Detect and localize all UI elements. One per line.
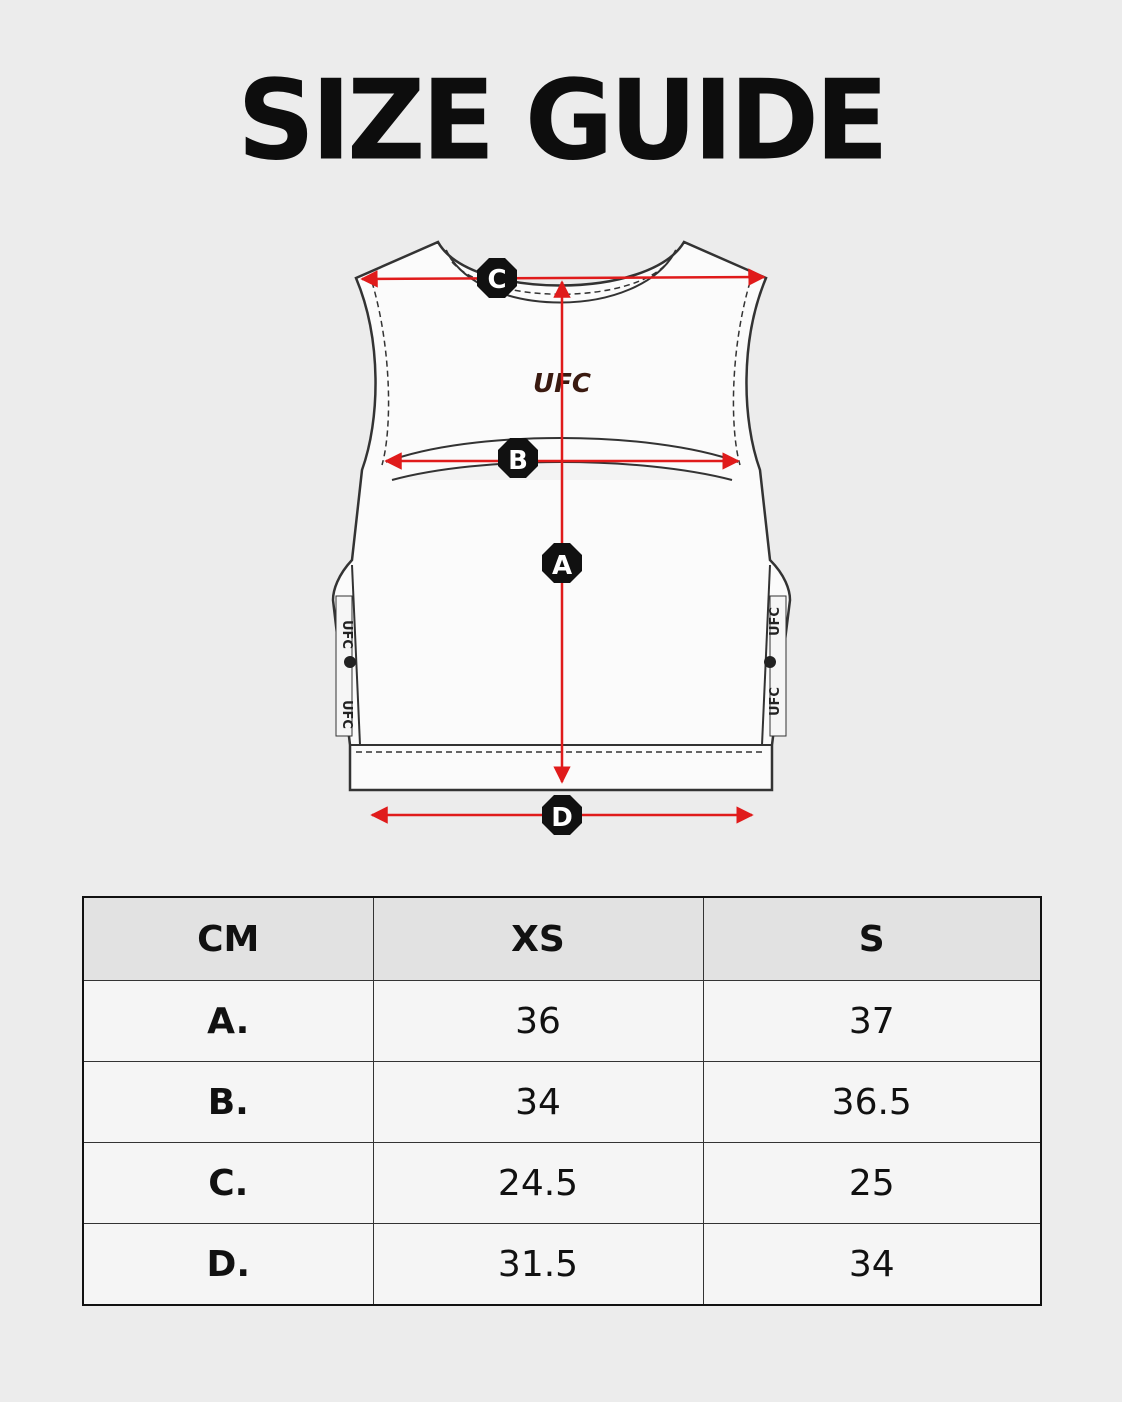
- marker-b: [498, 438, 538, 478]
- page-title: SIZE GUIDE: [237, 57, 885, 186]
- cell-xs: 36: [373, 981, 703, 1062]
- table-row: [83, 1224, 1041, 1306]
- svg-text:A: A: [551, 551, 573, 581]
- row-label: D.: [83, 1224, 373, 1306]
- ufc-logo: UFC: [533, 369, 591, 399]
- marker-c: [477, 258, 517, 298]
- cell-s: 36.5: [703, 1062, 1041, 1143]
- cell-s: 25: [703, 1143, 1041, 1224]
- table-header-row: [83, 897, 1041, 981]
- svg-text:D: D: [551, 803, 573, 833]
- cell-s: 34: [703, 1224, 1041, 1306]
- table-row: [83, 981, 1041, 1062]
- header-size-s: S: [703, 897, 1041, 981]
- table-row: [83, 1062, 1041, 1143]
- header-size-xs: XS: [373, 897, 703, 981]
- side-tape-logo-left-2: UFC: [339, 700, 354, 729]
- svg-text:C: C: [487, 265, 507, 295]
- table-row: [83, 1143, 1041, 1224]
- side-tape-logo-right-2: UFC: [768, 687, 783, 716]
- row-label: A.: [83, 981, 373, 1062]
- cell-xs: 31.5: [373, 1224, 703, 1306]
- cell-xs: 34: [373, 1062, 703, 1143]
- side-tape-logo-left: UFC: [339, 620, 354, 649]
- marker-a: [542, 543, 582, 583]
- svg-text:B: B: [508, 446, 528, 476]
- marker-d: [542, 795, 582, 835]
- side-tape-logo-right: UFC: [768, 607, 783, 636]
- header-unit: CM: [83, 897, 373, 981]
- row-label: B.: [83, 1062, 373, 1143]
- size-table: [82, 896, 1042, 1306]
- row-label: C.: [83, 1143, 373, 1224]
- cell-s: 37: [703, 981, 1041, 1062]
- cell-xs: 24.5: [373, 1143, 703, 1224]
